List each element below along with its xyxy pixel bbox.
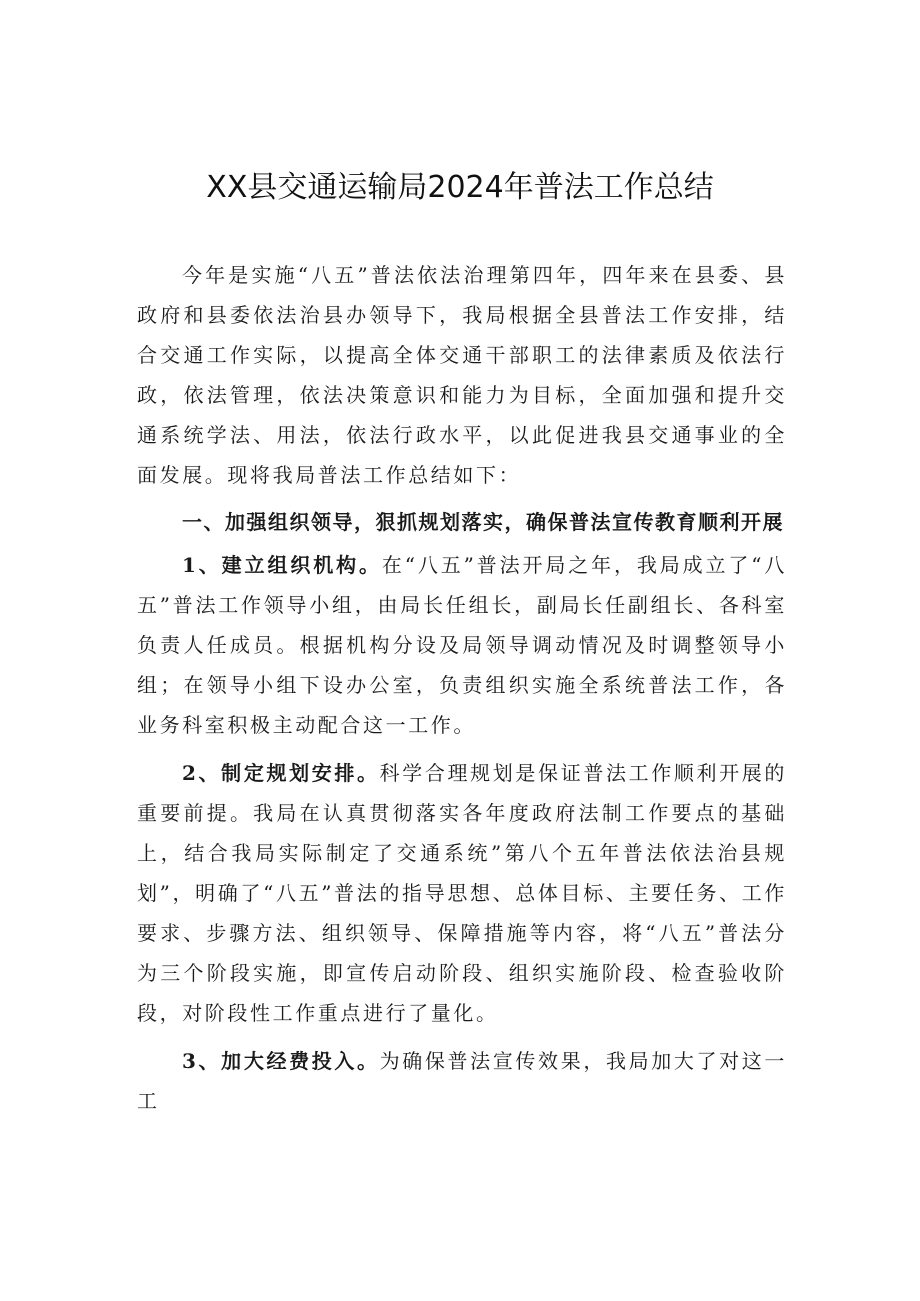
item-text-1: 在“八五”普法开局之年，我局成立了“八五”普法工作领导小组，由局长任组长，副局长任副组长、各科室负责人任成员。根据机构分设及局领导调动情况及时调整领导小组；在领导小组下设办公室，负责组织实施全系统普法工作，各业务科室积极主动配合这一工作。 bbox=[137, 553, 787, 737]
document-title: XX县交通运输局2024年普法工作总结 bbox=[206, 170, 714, 205]
item-lead-3: 3、加大经费投入。 bbox=[182, 1049, 380, 1073]
item-paragraph-2 bbox=[137, 753, 787, 1033]
document-body bbox=[137, 255, 787, 1121]
item-paragraph-1 bbox=[137, 545, 787, 745]
intro-paragraph: 今年是实施“八五”普法依法治理第四年，四年来在县委、县政府和县委依法治县办领导下，我局根据全县普法工作安排，结合交通工作实际，以提高全体交通干部职工的法律素质及依法行政，依法管理，依法决策意识和能力为目标，全面加强和提升交通系统学法、用法，依法行政水平，以此促进我县交通事业的全面发展。现将我局普法工作总结如下： bbox=[137, 263, 787, 487]
item-text-2: 科学合理规划是保证普法工作顺利开展的重要前提。我局在认真贯彻落实各年度政府法制工作要点的基础上，结合我局实际制定了交通系统”第八个五年普法依法治县规划”，明确了“八五”普法的指导思想、总体目标、主要任务、工作要求、步骤方法、组织领导、保障措施等内容，将“八五”普法分为三个阶段实施，即宣传启动阶段、组织实施阶段、检查验收阶段，对阶段性工作重点进行了量化。 bbox=[137, 761, 787, 1025]
item-lead-2: 2、制定规划安排。 bbox=[182, 761, 380, 785]
section-heading: 一、加强组织领导，狠抓规划落实，确保普法宣传教育顺利开展 bbox=[182, 510, 784, 534]
item-lead-1: 1、建立组织机构。 bbox=[182, 553, 382, 577]
item-text-3: 为确保普法宣传效果，我局加大了对这一工 bbox=[137, 1049, 787, 1113]
item-paragraph-3 bbox=[137, 1041, 787, 1121]
